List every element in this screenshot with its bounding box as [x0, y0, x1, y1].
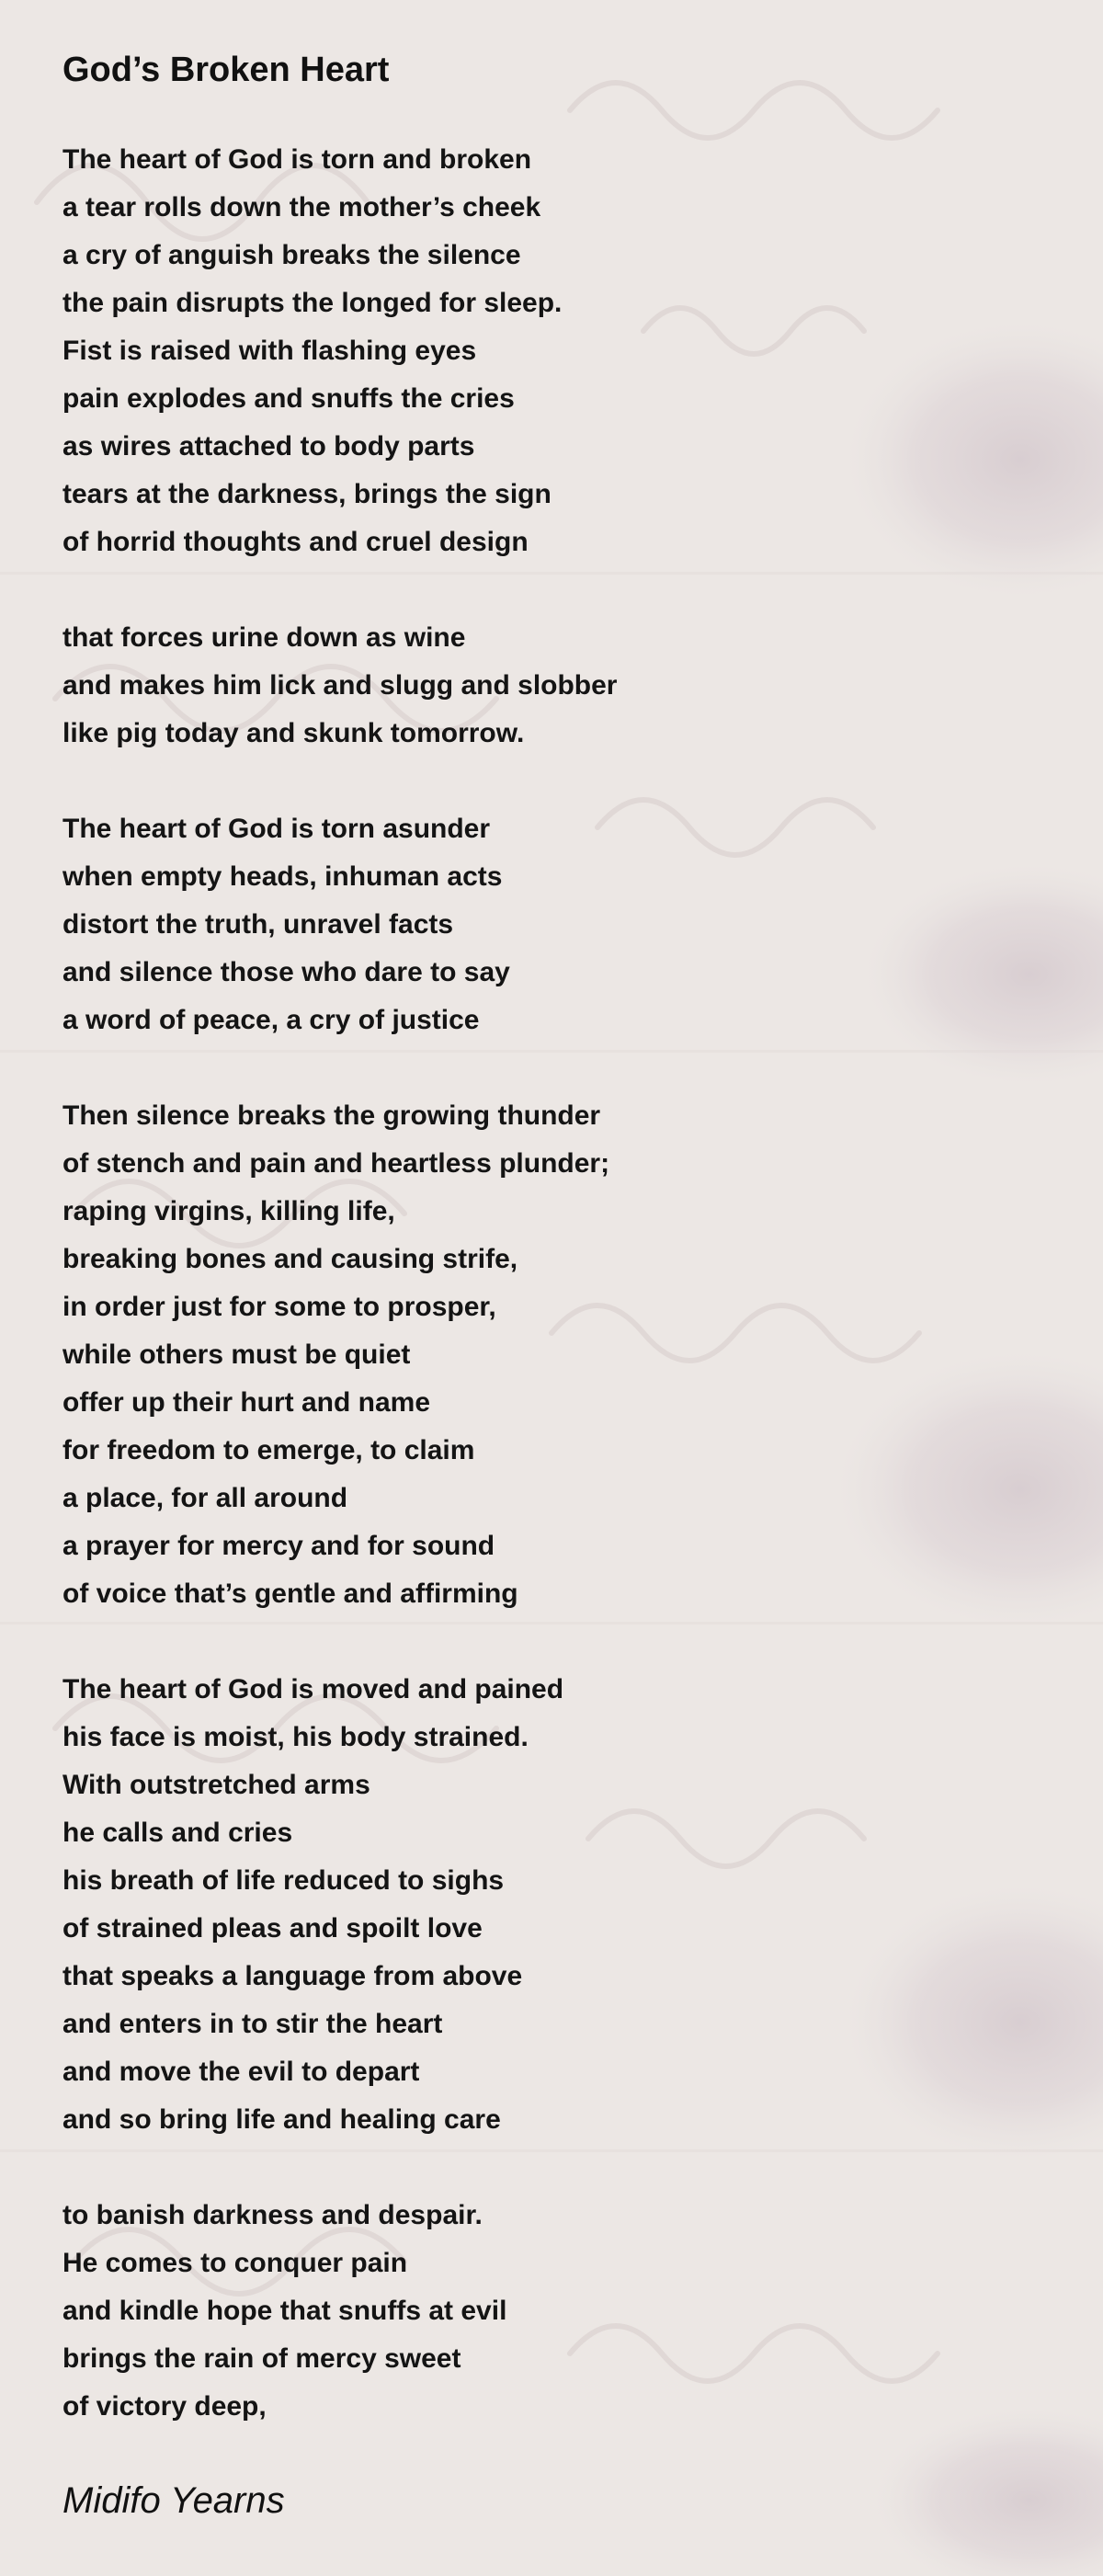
- poem-line: his face is moist, his body strained.: [63, 1722, 529, 1752]
- poem-line: and so bring life and healing care: [63, 2104, 501, 2135]
- poem-line: his breath of life reduced to sighs: [63, 1865, 505, 1896]
- poem-line: breaking bones and causing strife,: [63, 1244, 518, 1274]
- poem-line: and kindle hope that snuffs at evil: [63, 2296, 507, 2326]
- poem-line: brings the rain of mercy sweet: [63, 2343, 461, 2374]
- stanza-3: [63, 805, 982, 1044]
- poem-line: Then silence breaks the growing thunder: [63, 1100, 601, 1131]
- poem-line: of voice that’s gentle and affirming: [63, 1579, 518, 1609]
- poem-line: The heart of God is moved and pained: [63, 1674, 564, 1704]
- poem-body: [63, 136, 982, 2479]
- poem-line: a prayer for mercy and for sound: [63, 1531, 495, 1561]
- poem-line: The heart of God is torn and broken: [63, 144, 532, 175]
- poem-line: he calls and cries: [63, 1818, 293, 1848]
- poem-line: The heart of God is torn asunder: [63, 814, 491, 844]
- poem-line: distort the truth, unravel facts: [63, 909, 454, 940]
- poem-line: that forces urine down as wine: [63, 622, 466, 653]
- poem-line: a cry of anguish breaks the silence: [63, 240, 521, 270]
- poem-line: in order just for some to prosper,: [63, 1292, 496, 1322]
- poem-line: pain explodes and snuffs the cries: [63, 383, 515, 414]
- stanza-1: [63, 136, 982, 566]
- poem-line: offer up their hurt and name: [63, 1387, 431, 1418]
- poem-line: that speaks a language from above: [63, 1961, 523, 1991]
- poem-line: a place, for all around: [63, 1483, 348, 1513]
- poem-line: a tear rolls down the mother’s cheek: [63, 192, 541, 222]
- stanza-5: [63, 1666, 982, 2144]
- poem-line: of strained pleas and spoilt love: [63, 1913, 483, 1943]
- poem-line: and silence those who dare to say: [63, 957, 510, 987]
- poem-line: of victory deep,: [63, 2391, 267, 2422]
- poem-line: and makes him lick and slugg and slobber: [63, 670, 618, 701]
- poem-line: of horrid thoughts and cruel design: [63, 527, 529, 557]
- poem-line: like pig today and skunk tomorrow.: [63, 718, 525, 748]
- poem-title: God’s Broken Heart: [63, 51, 390, 89]
- poem-line: of stench and pain and heartless plunder;: [63, 1148, 610, 1179]
- poem-line: tears at the darkness, brings the sign: [63, 479, 552, 509]
- poem-line: as wires attached to body parts: [63, 431, 475, 462]
- poem-line: With outstretched arms: [63, 1770, 370, 1800]
- poem-line: He comes to conquer pain: [63, 2248, 408, 2278]
- stanza-6: [63, 2192, 982, 2431]
- poem-line: for freedom to emerge, to claim: [63, 1435, 475, 1465]
- stanza-2: [63, 614, 982, 758]
- poem-line: when empty heads, inhuman acts: [63, 861, 503, 892]
- poem-author: Midifo Yearns: [63, 2480, 285, 2521]
- poem-line: and enters in to stir the heart: [63, 2009, 443, 2039]
- poem-line: Fist is raised with flashing eyes: [63, 336, 477, 366]
- stanza-4: [63, 1092, 982, 1618]
- poem-line: to banish darkness and despair.: [63, 2200, 483, 2230]
- poem-line: and move the evil to depart: [63, 2057, 420, 2087]
- poem-line: while others must be quiet: [63, 1339, 411, 1370]
- poem-line: the pain disrupts the longed for sleep.: [63, 288, 563, 318]
- poem-line: a word of peace, a cry of justice: [63, 1005, 480, 1035]
- poem-line: raping virgins, killing life,: [63, 1196, 395, 1226]
